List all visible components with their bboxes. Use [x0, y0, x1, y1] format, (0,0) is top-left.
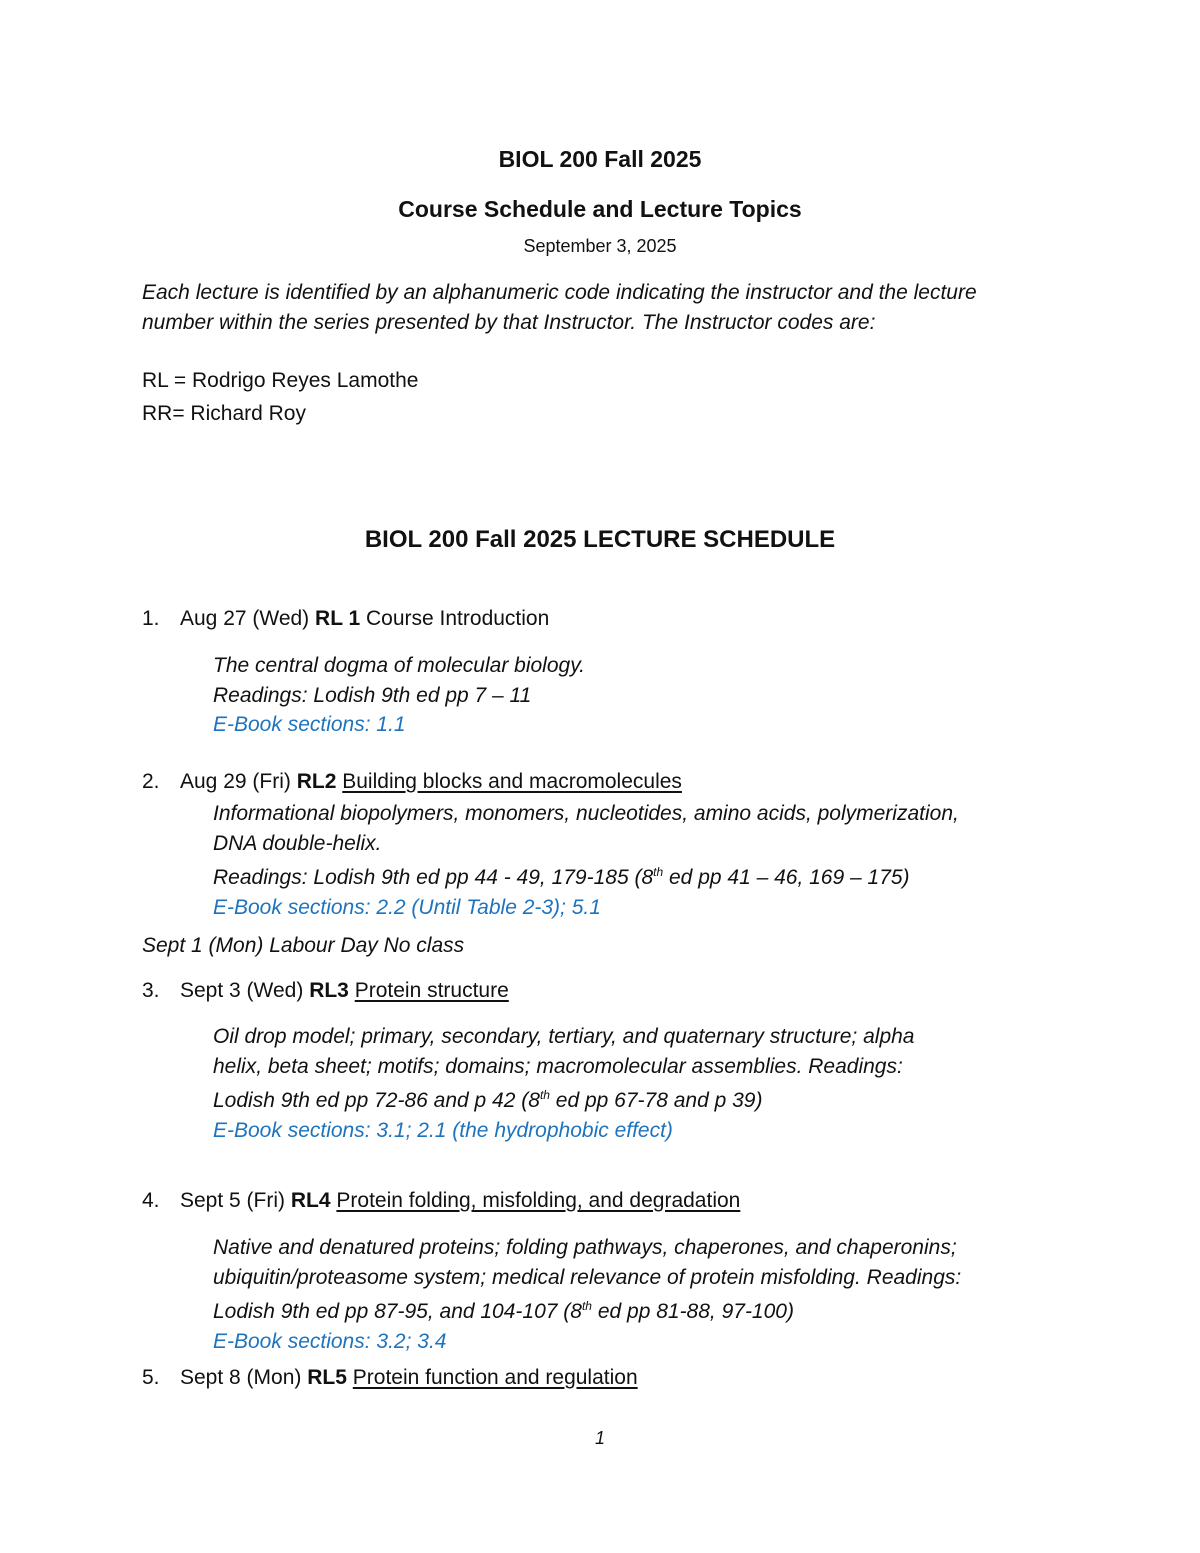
- readings-text: Readings: Lodish 9th ed pp 44 - 49, 179-185 (8: [213, 866, 654, 889]
- readings-text: ed pp 41 – 46, 169 – 175): [663, 866, 910, 889]
- readings-line: [213, 858, 959, 893]
- edition-superscript: th: [539, 1088, 550, 1102]
- readings-text: Lodish 9th ed pp 87-95, and 104-107 (8: [213, 1300, 582, 1323]
- lecture-heading: [180, 770, 682, 794]
- ebook-sections: E-Book sections: 2.2 (Until Table 2-3); 5.1: [213, 895, 601, 919]
- lecture-description: [213, 1022, 914, 1145]
- document-date: September 3, 2025: [523, 236, 677, 256]
- lecture-code: RL 1: [315, 607, 361, 630]
- lecture-code: RL3: [309, 979, 349, 1002]
- lecture-topic: Protein structure: [354, 979, 509, 1002]
- lecture-heading: [180, 1189, 740, 1213]
- lecture-code: RL4: [290, 1189, 331, 1212]
- description-line: ubiquitin/proteasome system; medical relevance of protein misfolding. Readings:: [213, 1265, 962, 1289]
- readings-line: [213, 1292, 961, 1327]
- readings-text: ed pp 81-88, 97-100): [591, 1300, 794, 1323]
- document-subtitle: Course Schedule and Lecture Topics: [398, 196, 802, 222]
- ebook-sections: E-Book sections: 3.1; 2.1 (the hydrophobic effect): [213, 1118, 673, 1142]
- description-line: helix, beta sheet; motifs; domains; macromolecular assemblies. Readings:: [213, 1054, 903, 1078]
- description-line: Informational biopolymers, monomers, nucleotides, amino acids, polymerization,: [213, 802, 959, 825]
- lecture-heading: [180, 979, 509, 1003]
- lecture-topic: Protein folding, misfolding, and degradation: [336, 1189, 741, 1212]
- intro-line: Each lecture is identified by an alphanumeric code indicating the instructor and the lecture: [142, 281, 977, 304]
- instructor-code: RR= Richard Roy: [142, 402, 306, 425]
- lecture-topic: Building blocks and macromolecules: [342, 770, 682, 793]
- intro-line: number within the series presented by that Instructor. The Instructor codes are:: [142, 311, 876, 334]
- lecture-code: RL5: [307, 1366, 347, 1389]
- readings-line: Readings: Lodish 9th ed pp 7 – 11: [213, 683, 532, 707]
- schedule-heading: BIOL 200 Fall 2025 LECTURE SCHEDULE: [364, 526, 836, 553]
- lecture-date: Aug 29 (Fri): [180, 770, 291, 793]
- intro-paragraph: [142, 278, 977, 338]
- lecture-heading: [180, 607, 549, 631]
- no-class-note: Sept 1 (Mon) Labour Day No class: [142, 934, 465, 957]
- instructor-code: RL = Rodrigo Reyes Lamothe: [142, 369, 419, 392]
- description-line: Oil drop model; primary, secondary, tertiary, and quaternary structure; alpha: [213, 1025, 915, 1048]
- readings-text: Lodish 9th ed pp 72-86 and p 42 (8: [213, 1089, 540, 1112]
- ebook-sections: E-Book sections: 1.1: [213, 713, 406, 736]
- description-line: DNA double-helix.: [213, 831, 382, 855]
- lecture-code: RL2: [296, 770, 337, 793]
- readings-text: ed pp 67-78 and p 39): [549, 1089, 763, 1112]
- lecture-topic: Protein function and regulation: [352, 1366, 638, 1389]
- lecture-description: [213, 651, 585, 740]
- lecture-number: 3.: [142, 979, 160, 1002]
- lecture-number: 2.: [142, 770, 160, 793]
- lecture-number: 5.: [142, 1366, 160, 1389]
- page-number: 1: [594, 1428, 605, 1448]
- lecture-date: Sept 8 (Mon): [180, 1366, 302, 1389]
- lecture-description: [213, 1233, 961, 1356]
- lecture-number: 4.: [142, 1189, 160, 1212]
- readings-line: [213, 1081, 914, 1116]
- ebook-sections: E-Book sections: 3.2; 3.4: [213, 1329, 447, 1353]
- lecture-date: Sept 3 (Wed): [180, 979, 304, 1002]
- lecture-description: [213, 799, 959, 922]
- description-line: The central dogma of molecular biology.: [213, 654, 585, 677]
- lecture-topic: Course Introduction: [366, 607, 550, 630]
- lecture-date: Aug 27 (Wed): [180, 607, 310, 630]
- description-line: Native and denatured proteins; folding pathways, chaperones, and chaperonins;: [213, 1236, 957, 1259]
- lecture-heading: [180, 1366, 638, 1390]
- edition-superscript: th: [581, 1299, 592, 1313]
- course-title: BIOL 200 Fall 2025: [498, 146, 702, 172]
- lecture-number: 1.: [142, 607, 160, 630]
- lecture-date: Sept 5 (Fri): [180, 1189, 286, 1212]
- edition-superscript: th: [653, 865, 664, 879]
